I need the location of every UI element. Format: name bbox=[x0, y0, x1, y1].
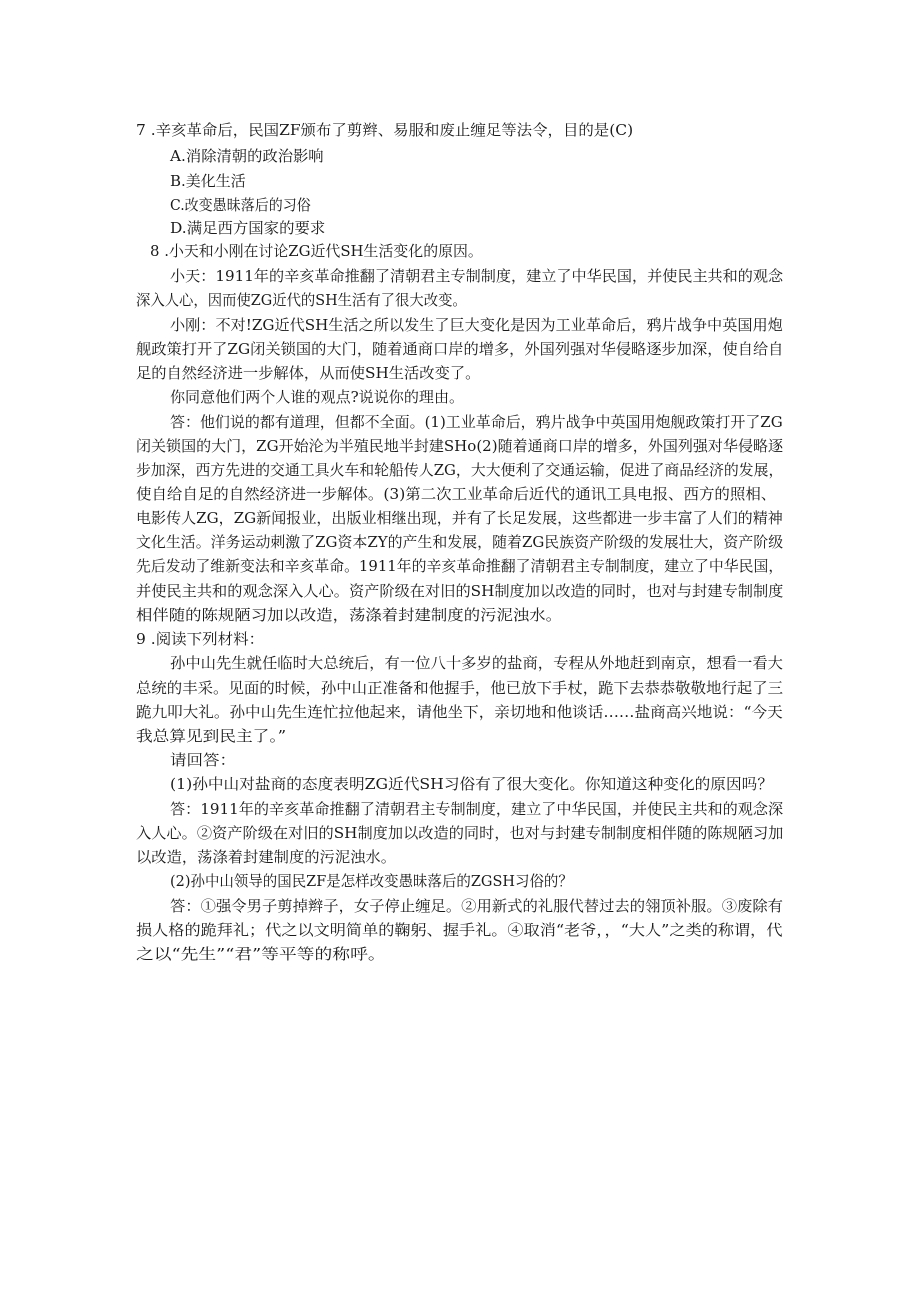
q8-xiaotian-line: 深入人心，因而使ZG近代的SH生活有了很大改变。 bbox=[136, 291, 467, 309]
q9-material-line: 跪九叩大礼。孙中山先生连忙拉他起来，请他坐下，亲切地和他谈话……盐商高兴地说：“今天 bbox=[136, 703, 783, 721]
q8-prompt: 你同意他们两个人谁的观点?说说你的理由。 bbox=[170, 388, 465, 406]
q8-xiaogang-line: 小刚：不对!ZG近代SH生活之所以发生了巨大变化是因为工业革命后，鸦片战争中英国用炮 bbox=[170, 316, 783, 334]
q7-option-c: C.改变愚昧落后的习俗 bbox=[170, 196, 311, 214]
q8-answer-line: 电影传人ZG，ZG新闻报业，出版业相继出现，并有了长足发展，这些都进一步丰富了人们的精神 bbox=[136, 509, 783, 527]
q9-material-line: 总统的丰采。见面的时候，孙中山正准备和他握手，他已放下手杖，跪下去恭恭敬敬地行起了三 bbox=[136, 679, 784, 697]
q9-sub1-answer-line: 入人心。②资产阶级在对旧的SH制度加以改造的同时，也对与封建专制制度相伴随的陈规陋习加 bbox=[136, 824, 784, 842]
q9-material-line: 孙中山先生就任临时大总统后，有一位八十多岁的盐商，专程从外地赶到南京，想看一看大 bbox=[170, 654, 784, 672]
q8-answer-line: 步加深，西方先进的交通工具火车和轮船传人ZG，大大便利了交通运输，促进了商品经济的发展， bbox=[136, 461, 784, 479]
q8-answer-line: 先后发动了维新变法和辛亥革命。1911年的辛亥革命推翻了清朝君主专制制度，建立了中华民国， bbox=[136, 557, 784, 575]
q9-sub1-answer-line: 以改造，荡涤着封建制度的污泥浊水。 bbox=[136, 848, 397, 866]
q9-sub1-answer-line: 答：1911年的辛亥革命推翻了清朝君主专制制度，建立了中华民国，并使民主共和的观念深 bbox=[170, 800, 784, 818]
q8-answer-line: 答：他们说的都有道理，但都不全面。(1)工业革命后，鸦片战争中英国用炮舰政策打开了ZG bbox=[170, 413, 783, 431]
q9-sub2-answer-line: 损人格的跪拜礼；代之以文明简单的鞠躬、握手礼。④取消“老爷，，“大人”之类的称谓，代 bbox=[136, 921, 783, 939]
q8-xiaotian-line: 小天：1911年的辛亥革命推翻了清朝君主专制制度，建立了中华民国，并使民主共和的观念 bbox=[170, 267, 784, 285]
q8-answer-line: 文化生活。洋务运动刺激了ZG资本ZY的产生和发展，随着ZG民族资产阶级的发展壮大，资产阶级 bbox=[136, 533, 784, 551]
q8-stem: 8 .小天和小刚在讨论ZG近代SH生活变化的原因。 bbox=[150, 242, 483, 260]
q7-option-b: B.美化生活 bbox=[170, 172, 246, 190]
q7-stem: 7 .辛亥革命后，民国ZF颁布了剪辫、易服和废止缠足等法令，目的是(C) bbox=[136, 121, 634, 139]
q9-prompt: 请回答： bbox=[170, 751, 237, 769]
q8-answer-line: 闭关锁国的大门，ZG开始沦为半殖民地半封建SHo(2)随着通商口岸的增多，外国列强对华侵略逐 bbox=[136, 437, 784, 455]
q9-sub2-answer-line: 答：①强令男子剪掉辫子，女子停止缠足。②用新式的礼服代替过去的翎顶补服。③废除有 bbox=[170, 897, 784, 915]
q9-sub1-question: (1)孙中山对盐商的态度表明ZG近代SH习俗有了很大变化。你知道这种变化的原因吗？ bbox=[170, 775, 774, 793]
q8-answer-line: 并使民主共和的观念深入人心。资产阶级在对旧的SH制度加以改造的同时，也对与封建专制制度 bbox=[136, 582, 784, 600]
q9-material-line: 我总算见到民主了。” bbox=[136, 727, 287, 745]
q7-option-d: D.满足西方国家的要求 bbox=[170, 219, 326, 237]
q7-option-a: A.消除清朝的政治影响 bbox=[170, 147, 324, 165]
q9-stem: 9 .阅读下列材料： bbox=[136, 630, 265, 648]
q8-answer-line: 使自给自足的自然经济进一步解体。(3)第二次工业革命后近代的通讯工具电报、西方的照相、 bbox=[136, 485, 777, 503]
q9-sub2-answer-line: 之以“先生”“君”等平等的称呼。 bbox=[136, 945, 386, 963]
q9-sub2-question: (2)孙中山领导的国民ZF是怎样改变愚昧落后的ZGSH习俗的？ bbox=[170, 872, 573, 890]
q8-xiaogang-line: 足的自然经济进一步解体，从而使SH生活改变了。 bbox=[136, 364, 481, 382]
q8-xiaogang-line: 舰政策打开了ZG闭关锁国的大门，随着通商口岸的增多，外国列强对华侵略逐步加深，使自给自 bbox=[136, 340, 784, 358]
q8-answer-line: 相伴随的陈规陋习加以改造，荡涤着封建制度的污泥浊水。 bbox=[136, 606, 563, 624]
